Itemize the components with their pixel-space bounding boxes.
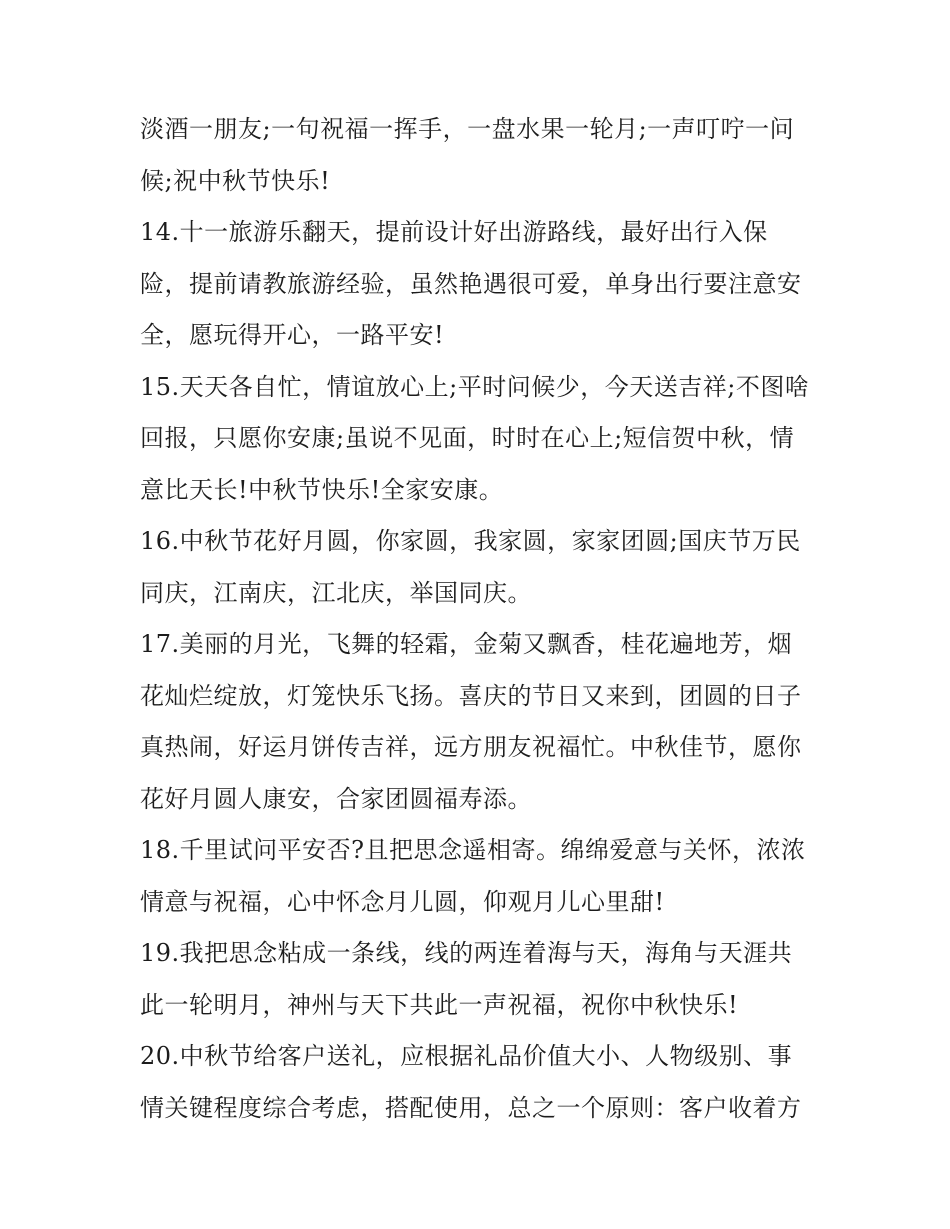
text-line: 险，提前请教旅游经验，虽然艳遇很可爱，单身出行要注意安 [140, 269, 802, 298]
text-line: 回报，只愿你安康;虽说不见面，时时在心上;短信贺中秋，情 [140, 424, 795, 452]
text-line: 15.天天各自忙，情谊放心上;平时问候少，今天送吉祥;不图啥 [140, 372, 810, 401]
text-line: 花灿烂绽放，灯笼快乐飞扬。喜庆的节日又来到，团圆的日子 [140, 681, 802, 710]
text-line: 20.中秋节给客户送礼，应根据礼品价值大小、人物级别、事 [140, 1042, 793, 1070]
text-line: 候;祝中秋节快乐! [140, 166, 331, 195]
text-line: 14.十一旅游乐翻天，提前设计好出游路线，最好出行入保 [140, 218, 768, 246]
text-line: 16.中秋节花好月圆，你家圆，我家圆，家家团圆;国庆节万民 [140, 527, 801, 555]
text-line: 情意与祝福，心中怀念月儿圆，仰观月儿心里甜! [140, 887, 665, 916]
text-line: 19.我把思念粘成一条线，线的两连着海与天，海角与天涯共 [140, 939, 793, 967]
text-line: 真热闹，好运月饼传吉祥，远方朋友祝福忙。中秋佳节，愿你 [140, 733, 802, 761]
text-line: 此一轮明月，神州与天下共此一声祝福，祝你中秋快乐! [140, 990, 739, 1019]
text-line: 同庆，江南庆，江北庆，举国同庆。 [140, 578, 532, 607]
text-line: 全，愿玩得开心，一路平安! [140, 321, 445, 349]
text-line: 17.美丽的月光，飞舞的轻霜，金菊又飘香，桂花遍地芳，烟 [140, 630, 793, 658]
text-line: 18.千里试问平安否?且把思念遥相寄。绵绵爱意与关怀，浓浓 [140, 836, 806, 864]
text-line: 意比天长!中秋节快乐!全家安康。 [140, 475, 504, 504]
text-line: 淡酒一朋友;一句祝福一挥手，一盘水果一轮月;一声叮咛一问 [140, 115, 795, 143]
document-body [140, 104, 820, 1134]
text-line: 情关键程度综合考虑，搭配使用，总之一个原则：客户收着方 [140, 1093, 802, 1122]
text-line: 花好月圆人康安，合家团圆福寿添。 [140, 784, 532, 813]
